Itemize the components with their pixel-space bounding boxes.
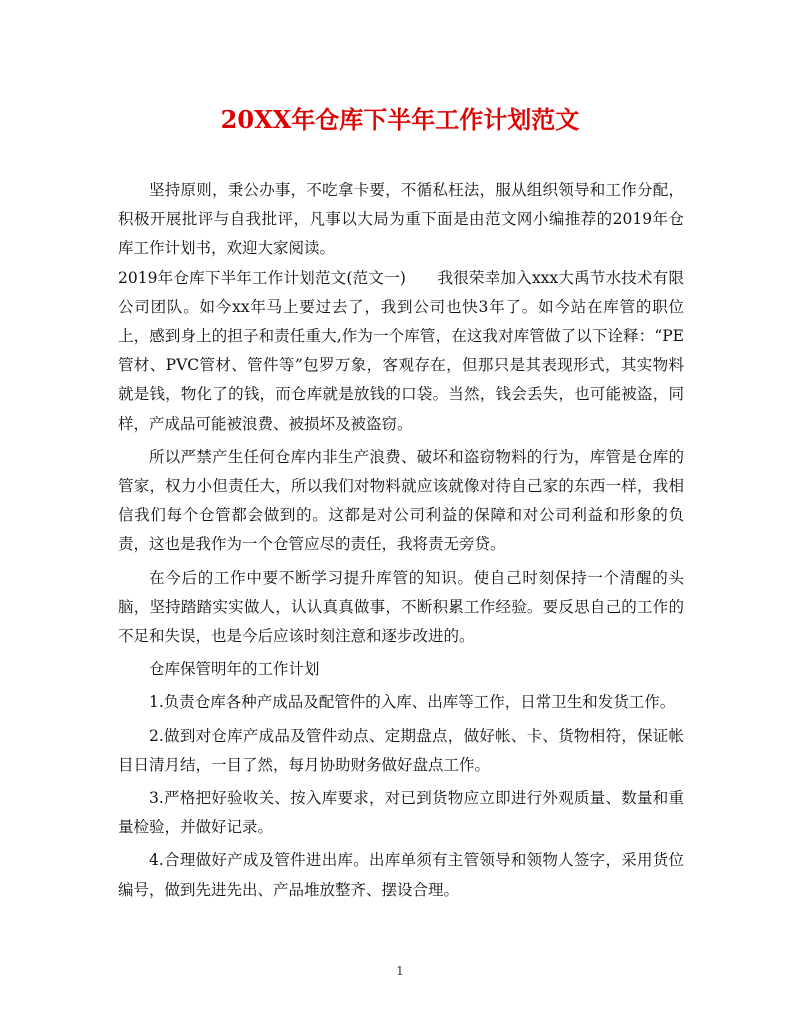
document-title: 20XX年仓库下半年工作计划范文	[220, 105, 580, 134]
document-body	[118, 176, 684, 905]
plan-item-4: 4.合理做好产成及管件进出库。出库单须有主管领导和领物人签字，采用货位编号，做到先进先出、产品堆放整齐、摆设合理。	[118, 851, 684, 899]
section-heading-work-plan: 仓库保管明年的工作计划	[149, 660, 320, 679]
plan-item-1: 1.负责仓库各种产成品及配管件的入库、出库等工作，日常卫生和发货工作。	[149, 693, 676, 712]
paragraph-warehouse-duty: 所以严禁产生任何仓库内非生产浪费、破坏和盗窃物料的行为，库管是仓库的管家，权力小但责任大，所以我们对物料就应该就像对待自己家的东西一样，我相信我们每个仓管都会做到的。这都是对公司利益的保障和对公司利益和形象的负责，这也是我作为一个仓管应尽的责任，我将责无旁贷。	[118, 447, 684, 554]
paragraph-sample-one: 2019年仓库下半年工作计划范文(范文一) 我很荣幸加入xxx大禹节水技术有限公司团队。如今xx年马上要过去了，我到公司也快3年了。如今站在库管的职位上，感到身上的担子和责任重大,作为一个库管，在这我对库管做了以下诠释：“PE管材、PVC管材、管件等”包罗万象，客观存在，但那只是其表现形式，其实物料就是钱，物化了的钱，而仓库就是放钱的口袋。当然，钱会丢失，也可能被盗，同样，产成品可能被浪费、被损坏及被盗窃。	[118, 268, 684, 433]
paragraph-future-work: 在今后的工作中要不断学习提升库管的知识。使自己时刻保持一个清醒的头脑，坚持踏踏实实做人，认认真真做事，不断积累工作经验。要反思自己的工作的不足和失误，也是今后应该时刻注意和逐步改进的。	[118, 568, 684, 646]
plan-item-3: 3.严格把好验收关、按入库要求，对已到货物应立即进行外观质量、数量和重量检验，并做好记录。	[118, 789, 684, 837]
plan-item-2: 2.做到对仓库产成品及管件动点、定期盘点，做好帐、卡、货物相符，保证帐目日清月结，一目了然，每月协助财务做好盘点工作。	[118, 726, 684, 774]
page-number: 1	[396, 964, 404, 978]
paragraph-intro: 坚持原则，秉公办事，不吃拿卡要，不循私枉法，服从组织领导和工作分配，积极开展批评与自我批评，凡事以大局为重下面是由范文网小编推荐的2019年仓库工作计划书，欢迎大家阅读。	[118, 181, 684, 258]
